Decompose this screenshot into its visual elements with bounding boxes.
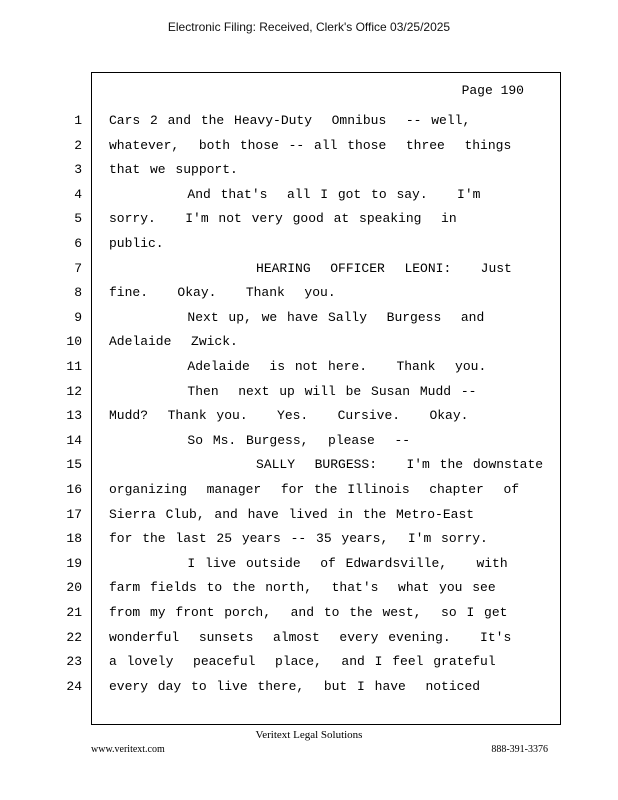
line-text: public. <box>109 236 164 251</box>
line-text: Cars 2 and the Heavy-Duty Omnibus -- well, <box>109 113 471 128</box>
line-text: sorry. I'm not very good at speaking in <box>109 211 457 227</box>
transcript-line <box>0 531 618 555</box>
transcript-line <box>0 211 618 235</box>
line-text: Then next up will be Susan Mudd -- <box>109 383 477 399</box>
transcript-line <box>0 605 618 629</box>
transcript-line <box>0 285 618 309</box>
line-number: 22 <box>66 629 82 645</box>
line-text: fine. Okay. Thank you. <box>109 285 336 301</box>
line-text: Next up, we have Sally Burgess and <box>109 309 485 325</box>
transcript-line <box>0 187 618 211</box>
line-text: organizing manager for the Illinois chapter of <box>109 482 520 497</box>
line-number: 7 <box>74 260 82 276</box>
transcript-line <box>0 556 618 580</box>
line-number: 13 <box>66 408 82 424</box>
transcript-line <box>0 384 618 408</box>
line-text: Mudd? Thank you. Yes. Cursive. Okay. <box>109 408 469 424</box>
transcript-line <box>0 334 618 358</box>
transcript-line <box>0 113 618 137</box>
line-number: 18 <box>66 531 82 547</box>
line-number: 21 <box>66 605 82 620</box>
line-number: 10 <box>66 334 82 350</box>
line-number: 12 <box>66 383 82 399</box>
transcript-line <box>0 580 618 604</box>
line-text: for the last 25 years -- 35 years, I'm sorry. <box>109 531 488 547</box>
transcript-line <box>0 138 618 162</box>
line-number: 4 <box>74 186 82 202</box>
line-number: 23 <box>66 654 82 670</box>
footer-company: Veritext Legal Solutions <box>255 729 363 741</box>
line-text: HEARING OFFICER LEONI: Just <box>109 260 512 276</box>
line-text: every day to live there, but I have noticed <box>109 678 481 694</box>
line-number: 8 <box>74 285 82 301</box>
transcript-line <box>0 310 618 334</box>
transcript-line <box>0 261 618 285</box>
line-number: 17 <box>66 506 82 522</box>
transcript-line <box>0 630 618 654</box>
page-number: Page 190 <box>461 83 524 98</box>
transcript-line <box>0 162 618 186</box>
line-text: wonderful sunsets almost every evening. It's <box>109 629 512 645</box>
line-number: 5 <box>74 211 82 227</box>
transcript-line <box>0 359 618 383</box>
transcript-line <box>0 433 618 457</box>
line-number: 16 <box>66 482 82 497</box>
line-text: SALLY BURGESS: I'm the downstate <box>109 457 544 473</box>
line-text: So Ms. Burgess, please -- <box>109 432 411 448</box>
line-text: Adelaide is not here. Thank you. <box>109 359 487 374</box>
transcript-line <box>0 679 618 703</box>
line-text: whatever, both those -- all those three things <box>109 137 512 153</box>
line-number: 14 <box>66 432 82 448</box>
transcript-line <box>0 408 618 432</box>
line-text: Sierra Club, and have lived in the Metro-East <box>109 506 475 522</box>
line-number: 1 <box>74 113 82 128</box>
line-text: I live outside of Edwardsville, with <box>109 555 508 571</box>
line-text: that we support. <box>109 162 238 178</box>
transcript-line <box>0 654 618 678</box>
line-text: from my front porch, and to the west, so I get <box>109 605 508 620</box>
transcript-line <box>0 236 618 260</box>
line-number: 3 <box>74 162 82 178</box>
line-number: 24 <box>66 678 82 694</box>
line-number: 19 <box>66 555 82 571</box>
line-number: 2 <box>74 137 82 153</box>
footer-phone: 888-391-3376 <box>491 744 548 755</box>
line-number: 15 <box>66 457 82 473</box>
line-number: 9 <box>74 309 82 325</box>
line-text: a lovely peaceful place, and I feel grateful <box>109 654 496 670</box>
line-number: 20 <box>66 580 82 596</box>
transcript-line <box>0 482 618 506</box>
filing-header: Electronic Filing: Received, Clerk's Office 03/25/2025 <box>167 20 451 34</box>
line-text: And that's all I got to say. I'm <box>109 186 481 202</box>
line-number: 11 <box>66 359 82 374</box>
transcript-line <box>0 457 618 481</box>
line-number: 6 <box>74 236 82 251</box>
transcript-line <box>0 507 618 531</box>
line-text: Adelaide Zwick. <box>109 334 238 350</box>
line-text: farm fields to the north, that's what you see <box>109 580 496 596</box>
footer-website: www.veritext.com <box>91 744 165 755</box>
